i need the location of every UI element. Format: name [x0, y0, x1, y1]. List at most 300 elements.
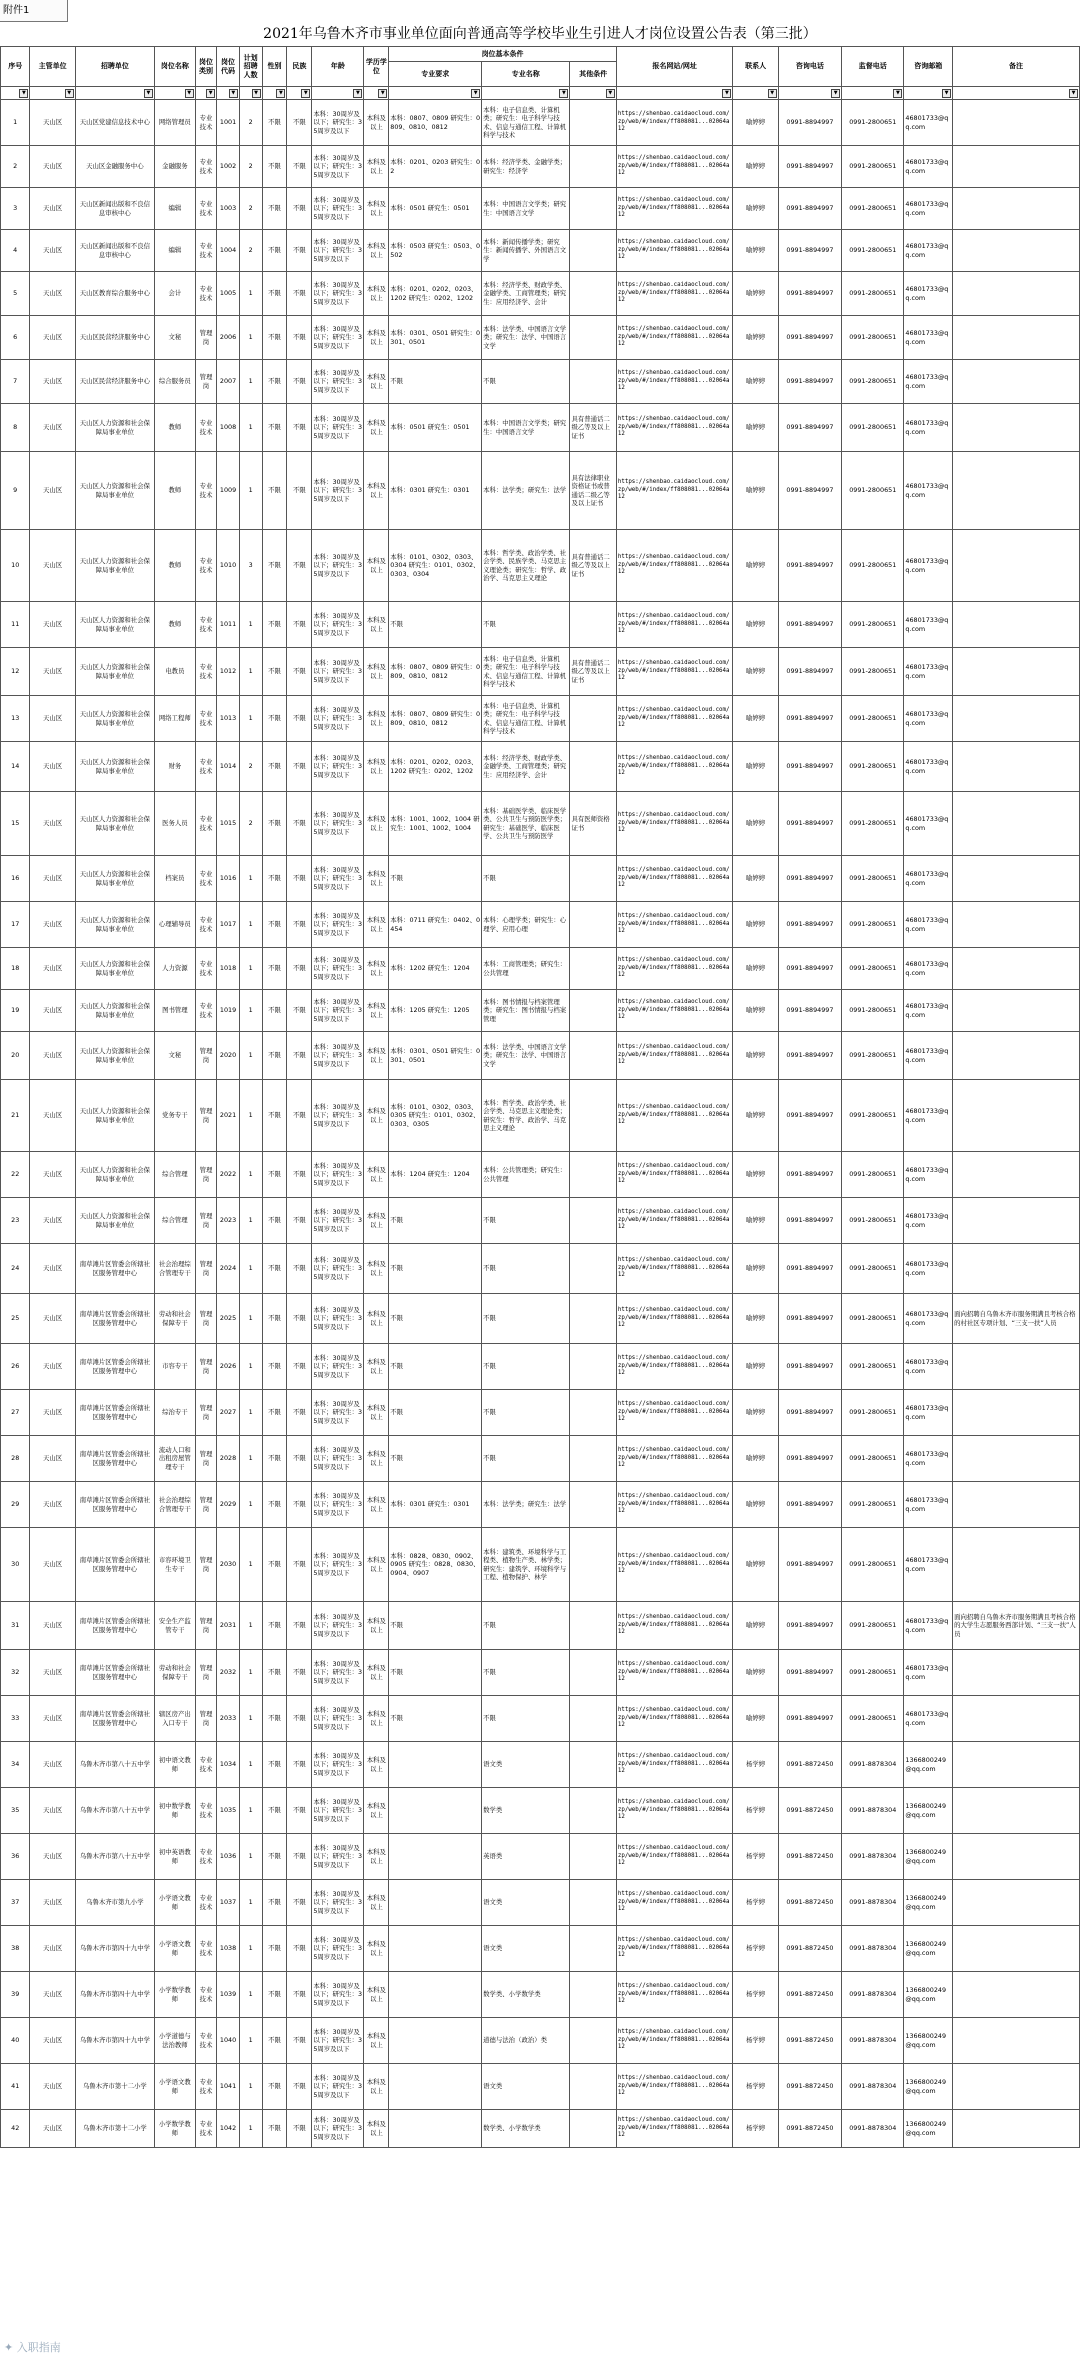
- cell-ethnicity: 不限: [287, 1528, 312, 1602]
- cell-unit: 乌鲁木齐市第四十九中学: [75, 1972, 154, 2018]
- cell-unit: 南草滩片区管委会所辖社区服务管理中心: [75, 1244, 154, 1294]
- cell-education: 本科及以上: [364, 602, 389, 648]
- cell-no: 42: [1, 2110, 30, 2148]
- cell-url: https://shenbao.caidaocloud.com/zp/web/#/index/ff808081...02064a12: [616, 1972, 733, 2018]
- cell-other: [570, 230, 616, 272]
- table-row: [1, 1834, 1080, 1880]
- cell-url: https://shenbao.caidaocloud.com/zp/web/#/index/ff808081...02064a12: [616, 1032, 733, 1080]
- cell-education: 本科及以上: [364, 1788, 389, 1834]
- cell-major-name: 不限: [482, 1244, 570, 1294]
- cell-no: 1: [1, 100, 30, 146]
- cell-supervision-phone: 0991-2800651: [842, 1528, 904, 1602]
- cell-email: 46801733@qq.com: [904, 1650, 953, 1696]
- cell-major-name: 不限: [482, 602, 570, 648]
- cell-ethnicity: 不限: [287, 1926, 312, 1972]
- cell-code: 2026: [217, 1344, 240, 1390]
- table-row: [1, 316, 1080, 360]
- cell-major-name: 本科：法学类；研究生：法学: [482, 452, 570, 530]
- cell-sex: 不限: [262, 316, 287, 360]
- cell-phone: 0991-8894997: [778, 1482, 841, 1528]
- cell-supervision-phone: 0991-8878304: [842, 1880, 904, 1926]
- cell-post: 小学道德与法治教师: [154, 2018, 195, 2064]
- cell-category: 专业技术: [195, 530, 217, 602]
- cell-ethnicity: 不限: [287, 404, 312, 452]
- filter-cell: [733, 87, 778, 100]
- cell-count: 2: [239, 742, 262, 792]
- cell-url: https://shenbao.caidaocloud.com/zp/web/#/index/ff808081...02064a12: [616, 360, 733, 404]
- cell-phone: 0991-8894997: [778, 230, 841, 272]
- cell-email: 46801733@qq.com: [904, 146, 953, 188]
- cell-major-name: 本科：电子信息类、计算机类；研究生：电子科学与技术、信息与通信工程、计算机科学与技术: [482, 696, 570, 742]
- cell-major-code: 不限: [389, 1198, 482, 1244]
- cell-post: 小学数学教师: [154, 1972, 195, 2018]
- cell-count: 1: [239, 1972, 262, 2018]
- cell-major-name: 本科：经济学类、金融学类；研究生：经济学: [482, 146, 570, 188]
- cell-unit: 乌鲁木齐市第九小学: [75, 1880, 154, 1926]
- cell-email: 1366800249@qq.com: [904, 1880, 953, 1926]
- cell-contact: 喻婷婷: [733, 1436, 778, 1482]
- cell-category: 专业技术: [195, 990, 217, 1032]
- cell-phone: 0991-8894997: [778, 452, 841, 530]
- cell-ethnicity: 不限: [287, 230, 312, 272]
- cell-ethnicity: 不限: [287, 1602, 312, 1650]
- cell-unit: 天山区人力资源和社会保障局事业单位: [75, 452, 154, 530]
- cell-major-code: 不限: [389, 1650, 482, 1696]
- cell-dept: 天山区: [30, 1436, 75, 1482]
- cell-unit: 天山区民营经济服务中心: [75, 360, 154, 404]
- cell-supervision-phone: 0991-8878304: [842, 2018, 904, 2064]
- cell-dept: 天山区: [30, 1080, 75, 1152]
- cell-category: 专业技术: [195, 2064, 217, 2110]
- cell-post: 网络管理员: [154, 100, 195, 146]
- cell-education: 本科及以上: [364, 2064, 389, 2110]
- cell-other: [570, 2018, 616, 2064]
- cell-supervision-phone: 0991-2800651: [842, 742, 904, 792]
- cell-sex: 不限: [262, 2018, 287, 2064]
- filter-dropdown-icon[interactable]: ▼: [276, 89, 285, 98]
- cell-age: 本科：30周岁及以下；研究生：35周岁及以下: [312, 100, 364, 146]
- cell-post: 小学语文教师: [154, 1926, 195, 1972]
- cell-count: 1: [239, 1650, 262, 1696]
- cell-education: 本科及以上: [364, 272, 389, 316]
- cell-supervision-phone: 0991-2800651: [842, 1436, 904, 1482]
- cell-notes: [953, 1650, 1080, 1696]
- cell-category: 专业技术: [195, 696, 217, 742]
- cell-education: 本科及以上: [364, 648, 389, 696]
- cell-unit: 乌鲁木齐市第十二小学: [75, 2110, 154, 2148]
- cell-supervision-phone: 0991-2800651: [842, 1390, 904, 1436]
- cell-dept: 天山区: [30, 1926, 75, 1972]
- header-contact: 联系人: [733, 47, 778, 87]
- cell-url: https://shenbao.caidaocloud.com/zp/web/#/index/ff808081...02064a12: [616, 602, 733, 648]
- cell-url: https://shenbao.caidaocloud.com/zp/web/#/index/ff808081...02064a12: [616, 1602, 733, 1650]
- table-row: [1, 1528, 1080, 1602]
- cell-other: [570, 272, 616, 316]
- cell-ethnicity: 不限: [287, 360, 312, 404]
- cell-count: 1: [239, 1528, 262, 1602]
- cell-major-name: 语文类: [482, 2064, 570, 2110]
- cell-url: https://shenbao.caidaocloud.com/zp/web/#/index/ff808081...02064a12: [616, 1436, 733, 1482]
- cell-education: 本科及以上: [364, 696, 389, 742]
- cell-contact: 喻婷婷: [733, 948, 778, 990]
- cell-education: 本科及以上: [364, 1198, 389, 1244]
- cell-unit: 天山区金融服务中心: [75, 146, 154, 188]
- cell-other: [570, 1696, 616, 1742]
- cell-education: 本科及以上: [364, 1080, 389, 1152]
- cell-major-name: 本科：建筑类、环境科学与工程类、植物生产类、林学类；研究生：建筑学、环境科学与工程、植物保护、林学: [482, 1528, 570, 1602]
- filter-dropdown-icon[interactable]: ▼: [144, 89, 153, 98]
- cell-dept: 天山区: [30, 188, 75, 230]
- table-row: [1, 1080, 1080, 1152]
- cell-post: 综合管理: [154, 1152, 195, 1198]
- cell-supervision-phone: 0991-2800651: [842, 1244, 904, 1294]
- cell-url: https://shenbao.caidaocloud.com/zp/web/#/index/ff808081...02064a12: [616, 1344, 733, 1390]
- cell-supervision-phone: 0991-2800651: [842, 1650, 904, 1696]
- cell-contact: 喻婷婷: [733, 990, 778, 1032]
- table-row: [1, 360, 1080, 404]
- cell-major-code: [389, 2018, 482, 2064]
- header-age: 年龄: [312, 47, 364, 87]
- cell-code: 1013: [217, 696, 240, 742]
- cell-contact: 喻婷婷: [733, 1650, 778, 1696]
- table-row: [1, 1436, 1080, 1482]
- cell-ethnicity: 不限: [287, 2018, 312, 2064]
- table-row: [1, 2064, 1080, 2110]
- cell-major-code: 不限: [389, 1696, 482, 1742]
- cell-unit: 天山区人力资源和社会保障局事业单位: [75, 792, 154, 856]
- cell-ethnicity: 不限: [287, 1390, 312, 1436]
- cell-category: 管理岗: [195, 1344, 217, 1390]
- cell-sex: 不限: [262, 404, 287, 452]
- cell-education: 本科及以上: [364, 316, 389, 360]
- filter-cell: [30, 87, 75, 100]
- filter-dropdown-icon[interactable]: ▼: [206, 89, 215, 98]
- cell-post: 金融服务: [154, 146, 195, 188]
- cell-major-name: 不限: [482, 1294, 570, 1344]
- header-other: 其他条件: [570, 62, 616, 87]
- cell-post: 安全生产监管专干: [154, 1602, 195, 1650]
- cell-code: 1037: [217, 1880, 240, 1926]
- cell-code: 1042: [217, 2110, 240, 2148]
- cell-education: 本科及以上: [364, 1436, 389, 1482]
- cell-education: 本科及以上: [364, 1926, 389, 1972]
- cell-ethnicity: 不限: [287, 1244, 312, 1294]
- filter-dropdown-icon[interactable]: ▼: [185, 89, 194, 98]
- filter-cell: [364, 87, 389, 100]
- cell-age: 本科：30周岁及以下；研究生：35周岁及以下: [312, 948, 364, 990]
- cell-dept: 天山区: [30, 1294, 75, 1344]
- cell-unit: 天山区人力资源和社会保障局事业单位: [75, 948, 154, 990]
- filter-dropdown-icon[interactable]: ▼: [301, 89, 310, 98]
- cell-phone: 0991-8894997: [778, 1602, 841, 1650]
- cell-email: 46801733@qq.com: [904, 602, 953, 648]
- cell-notes: [953, 1972, 1080, 2018]
- cell-url: https://shenbao.caidaocloud.com/zp/web/#/index/ff808081...02064a12: [616, 1482, 733, 1528]
- table-row: [1, 188, 1080, 230]
- cell-education: 本科及以上: [364, 948, 389, 990]
- cell-major-name: 本科：心理学类；研究生：心理学、应用心理: [482, 902, 570, 948]
- cell-phone: 0991-8894997: [778, 1198, 841, 1244]
- filter-dropdown-icon[interactable]: ▼: [768, 89, 777, 98]
- cell-email: 46801733@qq.com: [904, 1344, 953, 1390]
- cell-count: 1: [239, 902, 262, 948]
- cell-major-name: 不限: [482, 1344, 570, 1390]
- cell-supervision-phone: 0991-2800651: [842, 188, 904, 230]
- cell-notes: [953, 1436, 1080, 1482]
- cell-category: 专业技术: [195, 902, 217, 948]
- cell-code: 1017: [217, 902, 240, 948]
- cell-email: 46801733@qq.com: [904, 1528, 953, 1602]
- cell-unit: 南草滩片区管委会所辖社区服务管理中心: [75, 1344, 154, 1390]
- cell-contact: 喻婷婷: [733, 602, 778, 648]
- cell-dept: 天山区: [30, 1880, 75, 1926]
- cell-post: 小学数学教师: [154, 2110, 195, 2148]
- cell-supervision-phone: 0991-8878304: [842, 1926, 904, 1972]
- cell-code: 2030: [217, 1528, 240, 1602]
- cell-other: [570, 856, 616, 902]
- cell-category: 管理岗: [195, 360, 217, 404]
- cell-sex: 不限: [262, 1436, 287, 1482]
- cell-supervision-phone: 0991-2800651: [842, 648, 904, 696]
- table-row: [1, 948, 1080, 990]
- cell-age: 本科：30周岁及以下；研究生：35周岁及以下: [312, 1390, 364, 1436]
- cell-sex: 不限: [262, 990, 287, 1032]
- cell-notes: [953, 100, 1080, 146]
- header-phone: 咨询电话: [778, 47, 841, 87]
- cell-contact: 喻婷婷: [733, 188, 778, 230]
- cell-other: [570, 146, 616, 188]
- cell-major-name: 语文类: [482, 1880, 570, 1926]
- cell-other: 具有医师资格证书: [570, 792, 616, 856]
- cell-education: 本科及以上: [364, 1294, 389, 1344]
- cell-no: 32: [1, 1650, 30, 1696]
- cell-phone: 0991-8894997: [778, 530, 841, 602]
- cell-sex: 不限: [262, 1390, 287, 1436]
- cell-dept: 天山区: [30, 1390, 75, 1436]
- cell-major-code: 本科：0503 研究生：0503、0502: [389, 230, 482, 272]
- cell-post: 小学语文教师: [154, 1880, 195, 1926]
- cell-no: 11: [1, 602, 30, 648]
- cell-education: 本科及以上: [364, 360, 389, 404]
- cell-phone: 0991-8894997: [778, 792, 841, 856]
- cell-major-code: 不限: [389, 1436, 482, 1482]
- cell-count: 1: [239, 948, 262, 990]
- cell-dept: 天山区: [30, 948, 75, 990]
- cell-url: https://shenbao.caidaocloud.com/zp/web/#/index/ff808081...02064a12: [616, 1198, 733, 1244]
- cell-notes: 面向招聘自乌鲁木齐市服务期满且考核合格的大学生志愿服务西部计划、“三支一扶”人员: [953, 1602, 1080, 1650]
- cell-major-name: 本科：法学类；研究生：法学: [482, 1482, 570, 1528]
- cell-major-name: 本科：电子信息类、计算机类；研究生：电子科学与技术、信息与通信工程、计算机科学与技术: [482, 100, 570, 146]
- cell-other: [570, 948, 616, 990]
- cell-email: 46801733@qq.com: [904, 792, 953, 856]
- filter-cell: [154, 87, 195, 100]
- cell-education: 本科及以上: [364, 230, 389, 272]
- filter-dropdown-icon[interactable]: ▼: [252, 89, 261, 98]
- header-supervision-phone: 监督电话: [842, 47, 904, 87]
- cell-count: 1: [239, 1788, 262, 1834]
- cell-contact: 喻婷婷: [733, 1696, 778, 1742]
- cell-code: 2021: [217, 1080, 240, 1152]
- cell-count: 1: [239, 1926, 262, 1972]
- cell-category: 专业技术: [195, 1834, 217, 1880]
- table-row: [1, 404, 1080, 452]
- watermark: ✦ 入职指南: [4, 2341, 61, 2354]
- cell-major-code: 本科：1001、1002、1004 研究生：1001、1002、1004: [389, 792, 482, 856]
- attachment-label: 附件1: [0, 0, 68, 22]
- filter-dropdown-icon[interactable]: ▼: [353, 89, 362, 98]
- header-ethnicity: 民族: [287, 47, 312, 87]
- cell-ethnicity: 不限: [287, 316, 312, 360]
- filter-cell: [239, 87, 262, 100]
- cell-count: 1: [239, 1080, 262, 1152]
- cell-code: 2024: [217, 1244, 240, 1294]
- cell-contact: 喻婷婷: [733, 272, 778, 316]
- cell-contact: 喻婷婷: [733, 360, 778, 404]
- cell-education: 本科及以上: [364, 1972, 389, 2018]
- cell-count: 2: [239, 792, 262, 856]
- filter-dropdown-icon[interactable]: ▼: [893, 89, 902, 98]
- cell-dept: 天山区: [30, 1742, 75, 1788]
- filter-dropdown-icon[interactable]: ▼: [559, 89, 568, 98]
- cell-education: 本科及以上: [364, 1152, 389, 1198]
- cell-contact: 喻婷婷: [733, 404, 778, 452]
- cell-category: 专业技术: [195, 230, 217, 272]
- cell-age: 本科：30周岁及以下；研究生：35周岁及以下: [312, 792, 364, 856]
- filter-cell: [217, 87, 240, 100]
- cell-code: 1009: [217, 452, 240, 530]
- cell-dept: 天山区: [30, 602, 75, 648]
- cell-age: 本科：30周岁及以下；研究生：35周岁及以下: [312, 360, 364, 404]
- cell-count: 1: [239, 452, 262, 530]
- cell-dept: 天山区: [30, 1602, 75, 1650]
- cell-email: 46801733@qq.com: [904, 696, 953, 742]
- cell-age: 本科：30周岁及以下；研究生：35周岁及以下: [312, 230, 364, 272]
- cell-major-code: 本科：1205 研究生：1205: [389, 990, 482, 1032]
- cell-category: 管理岗: [195, 316, 217, 360]
- cell-ethnicity: 不限: [287, 990, 312, 1032]
- cell-major-code: 本科：0301 研究生：0301: [389, 1482, 482, 1528]
- cell-phone: 0991-8894997: [778, 1032, 841, 1080]
- filter-dropdown-icon[interactable]: ▼: [378, 89, 387, 98]
- table-row: [1, 990, 1080, 1032]
- cell-ethnicity: 不限: [287, 100, 312, 146]
- cell-notes: [953, 990, 1080, 1032]
- cell-phone: 0991-8872450: [778, 1880, 841, 1926]
- cell-education: 本科及以上: [364, 1528, 389, 1602]
- cell-phone: 0991-8894997: [778, 602, 841, 648]
- cell-notes: [953, 2018, 1080, 2064]
- cell-other: [570, 188, 616, 230]
- cell-education: 本科及以上: [364, 1742, 389, 1788]
- cell-dept: 天山区: [30, 1198, 75, 1244]
- cell-category: 管理岗: [195, 1528, 217, 1602]
- cell-url: https://shenbao.caidaocloud.com/zp/web/#/index/ff808081...02064a12: [616, 792, 733, 856]
- cell-contact: 杨学婷: [733, 1834, 778, 1880]
- cell-education: 本科及以上: [364, 1834, 389, 1880]
- cell-notes: 面向招聘自乌鲁木齐市服务期满且考核合格的村社区专项计划、“三支一扶”人员: [953, 1294, 1080, 1344]
- cell-major-code: 本科：0807、0809 研究生：0809、0810、0812: [389, 696, 482, 742]
- cell-sex: 不限: [262, 1294, 287, 1344]
- cell-no: 36: [1, 1834, 30, 1880]
- cell-ethnicity: 不限: [287, 1436, 312, 1482]
- cell-other: [570, 2110, 616, 2148]
- filter-dropdown-icon[interactable]: ▼: [1069, 89, 1078, 98]
- cell-notes: [953, 230, 1080, 272]
- filter-dropdown-icon[interactable]: ▼: [606, 89, 615, 98]
- cell-phone: 0991-8894997: [778, 856, 841, 902]
- filter-cell: [75, 87, 154, 100]
- cell-phone: 0991-8894997: [778, 648, 841, 696]
- cell-education: 本科及以上: [364, 1244, 389, 1294]
- cell-sex: 不限: [262, 1602, 287, 1650]
- filter-dropdown-icon[interactable]: ▼: [65, 89, 74, 98]
- cell-no: 28: [1, 1436, 30, 1482]
- filter-dropdown-icon[interactable]: ▼: [229, 89, 238, 98]
- cell-url: https://shenbao.caidaocloud.com/zp/web/#/index/ff808081...02064a12: [616, 1926, 733, 1972]
- cell-email: 1366800249@qq.com: [904, 1972, 953, 2018]
- cell-phone: 0991-8894997: [778, 696, 841, 742]
- filter-dropdown-icon[interactable]: ▼: [722, 89, 731, 98]
- cell-url: https://shenbao.caidaocloud.com/zp/web/#/index/ff808081...02064a12: [616, 530, 733, 602]
- cell-ethnicity: 不限: [287, 1294, 312, 1344]
- cell-major-name: 道德与法治（政治）类: [482, 2018, 570, 2064]
- cell-age: 本科：30周岁及以下；研究生：35周岁及以下: [312, 1344, 364, 1390]
- cell-url: https://shenbao.caidaocloud.com/zp/web/#/index/ff808081...02064a12: [616, 2018, 733, 2064]
- cell-email: 46801733@qq.com: [904, 1294, 953, 1344]
- cell-supervision-phone: 0991-2800651: [842, 990, 904, 1032]
- filter-dropdown-icon[interactable]: ▼: [831, 89, 840, 98]
- cell-email: 46801733@qq.com: [904, 1198, 953, 1244]
- cell-post: 流动人口和出租房屋管理专干: [154, 1436, 195, 1482]
- cell-no: 29: [1, 1482, 30, 1528]
- table-body: [1, 100, 1080, 2148]
- cell-sex: 不限: [262, 530, 287, 602]
- cell-dept: 天山区: [30, 856, 75, 902]
- cell-notes: [953, 530, 1080, 602]
- cell-supervision-phone: 0991-2800651: [842, 360, 904, 404]
- filter-cell: [842, 87, 904, 100]
- cell-sex: 不限: [262, 856, 287, 902]
- cell-supervision-phone: 0991-2800651: [842, 1032, 904, 1080]
- cell-unit: 南草滩片区管委会所辖社区服务管理中心: [75, 1482, 154, 1528]
- cell-supervision-phone: 0991-8878304: [842, 1834, 904, 1880]
- cell-age: 本科：30周岁及以下；研究生：35周岁及以下: [312, 990, 364, 1032]
- cell-notes: [953, 1880, 1080, 1926]
- cell-sex: 不限: [262, 742, 287, 792]
- cell-education: 本科及以上: [364, 2110, 389, 2148]
- cell-code: 1011: [217, 602, 240, 648]
- cell-no: 34: [1, 1742, 30, 1788]
- cell-phone: 0991-8894997: [778, 100, 841, 146]
- cell-age: 本科：30周岁及以下；研究生：35周岁及以下: [312, 856, 364, 902]
- cell-ethnicity: 不限: [287, 1482, 312, 1528]
- cell-url: https://shenbao.caidaocloud.com/zp/web/#/index/ff808081...02064a12: [616, 648, 733, 696]
- table-row: [1, 530, 1080, 602]
- filter-dropdown-icon[interactable]: ▼: [942, 89, 951, 98]
- cell-dept: 天山区: [30, 1344, 75, 1390]
- cell-post: 会计: [154, 272, 195, 316]
- filter-dropdown-icon[interactable]: ▼: [471, 89, 480, 98]
- cell-url: https://shenbao.caidaocloud.com/zp/web/#/index/ff808081...02064a12: [616, 230, 733, 272]
- filter-row: [1, 87, 1080, 100]
- cell-notes: [953, 902, 1080, 948]
- cell-notes: [953, 1344, 1080, 1390]
- cell-unit: 天山区人力资源和社会保障局事业单位: [75, 990, 154, 1032]
- cell-code: 1004: [217, 230, 240, 272]
- header-code: 岗位代码: [217, 47, 240, 87]
- filter-dropdown-icon[interactable]: ▼: [19, 89, 28, 98]
- cell-unit: 乌鲁木齐市第四十九中学: [75, 1926, 154, 1972]
